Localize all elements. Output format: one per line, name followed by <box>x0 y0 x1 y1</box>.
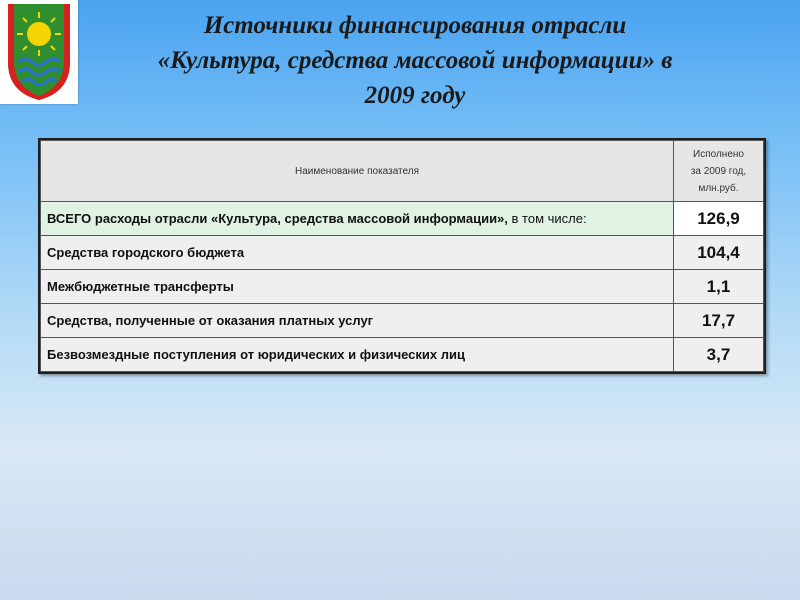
title-line-3: 2009 году <box>364 82 466 109</box>
row-label: Межбюджетные трансферты <box>41 270 674 304</box>
row-label-note: в том числе: <box>507 211 587 226</box>
header-value-line-3: млн.руб. <box>698 182 739 194</box>
page-title <box>95 8 735 113</box>
row-value: 17,7 <box>674 304 764 338</box>
row-label <box>41 202 674 236</box>
row-label: Средства городского бюджета <box>41 236 674 270</box>
header-executed-value <box>674 141 764 202</box>
table-row <box>41 236 764 270</box>
row-value: 104,4 <box>674 236 764 270</box>
table-row <box>41 304 764 338</box>
row-label-text: ВСЕГО расходы отрасли «Культура, средства массовой информации», <box>47 211 508 226</box>
table-header-row <box>41 141 764 202</box>
row-label: Средства, полученные от оказания платных услуг <box>41 304 674 338</box>
row-value: 1,1 <box>674 270 764 304</box>
header-value-line-2: за 2009 год, <box>690 165 747 177</box>
table-row <box>41 270 764 304</box>
financing-table <box>38 138 766 374</box>
city-coat-of-arms-icon <box>0 0 78 104</box>
header-indicator-name: Наименование показателя <box>41 141 674 202</box>
title-line-1: Источники финансирования отрасли <box>203 12 627 39</box>
city-emblem <box>0 0 78 104</box>
title-line-2: «Культура, средства массовой информации» в <box>157 47 673 74</box>
row-label: Безвозмездные поступления от юридических и физических лиц <box>41 338 674 372</box>
table-row <box>41 202 764 236</box>
table-row <box>41 338 764 372</box>
row-value: 126,9 <box>674 202 764 236</box>
header-value-line-1: Исполнено <box>693 148 744 160</box>
row-value: 3,7 <box>674 338 764 372</box>
